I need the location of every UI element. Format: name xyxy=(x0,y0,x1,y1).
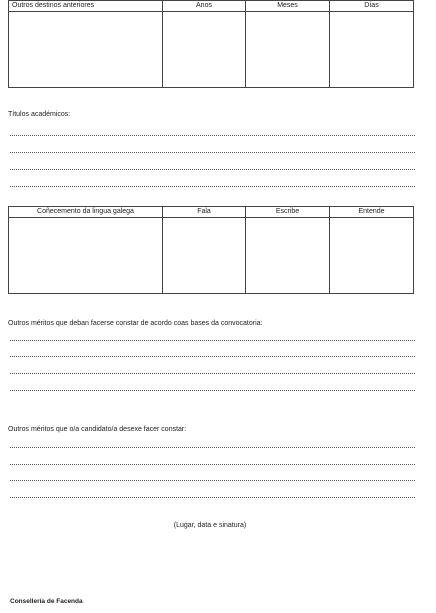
footer-department: Consellería de Facenda xyxy=(10,598,83,605)
other-merits-line[interactable] xyxy=(10,447,415,448)
other-merits-label: Outros méritos que o/a candidato/a desexe facer constar: xyxy=(8,426,187,433)
understands-cell[interactable] xyxy=(330,218,414,294)
table-row xyxy=(9,218,414,294)
merits-bases-label: Outros méritos que deban facerse constar de acordo coas bases da convocatoria: xyxy=(8,320,263,327)
academic-titles-line[interactable] xyxy=(10,152,415,153)
academic-titles-line[interactable] xyxy=(10,186,415,187)
column-header-speaks: Fala xyxy=(163,207,246,218)
table-header-row xyxy=(9,207,414,218)
column-header-destinations: Outros destinos anteriores xyxy=(9,1,163,12)
other-merits-line[interactable] xyxy=(10,464,415,465)
signature-caption: (Lugar, data e sinatura) xyxy=(173,522,247,529)
months-cell[interactable] xyxy=(246,12,330,88)
column-header-months: Meses xyxy=(246,1,330,12)
column-header-writes: Escribe xyxy=(246,207,330,218)
merits-bases-line[interactable] xyxy=(10,340,415,341)
academic-titles-line[interactable] xyxy=(10,169,415,170)
table-row xyxy=(9,12,414,88)
speaks-cell[interactable] xyxy=(163,218,246,294)
other-merits-line[interactable] xyxy=(10,497,415,498)
years-cell[interactable] xyxy=(163,12,246,88)
column-header-galician-knowledge: Coñecemento da lingua galega xyxy=(9,207,163,218)
writes-cell[interactable] xyxy=(246,218,330,294)
previous-destinations-table xyxy=(8,0,414,88)
other-merits-line[interactable] xyxy=(10,480,415,481)
merits-bases-line[interactable] xyxy=(10,356,415,357)
column-header-days: Días xyxy=(330,1,414,12)
destinations-cell[interactable] xyxy=(9,12,163,88)
merits-bases-line[interactable] xyxy=(10,390,415,391)
table-header-row xyxy=(9,1,414,12)
column-header-years: Anos xyxy=(163,1,246,12)
galician-language-table xyxy=(8,206,414,294)
academic-titles-line[interactable] xyxy=(10,135,415,136)
days-cell[interactable] xyxy=(330,12,414,88)
merits-bases-line[interactable] xyxy=(10,373,415,374)
column-header-understands: Entende xyxy=(330,207,414,218)
knowledge-cell[interactable] xyxy=(9,218,163,294)
academic-titles-label: Títulos académicos: xyxy=(8,111,71,118)
